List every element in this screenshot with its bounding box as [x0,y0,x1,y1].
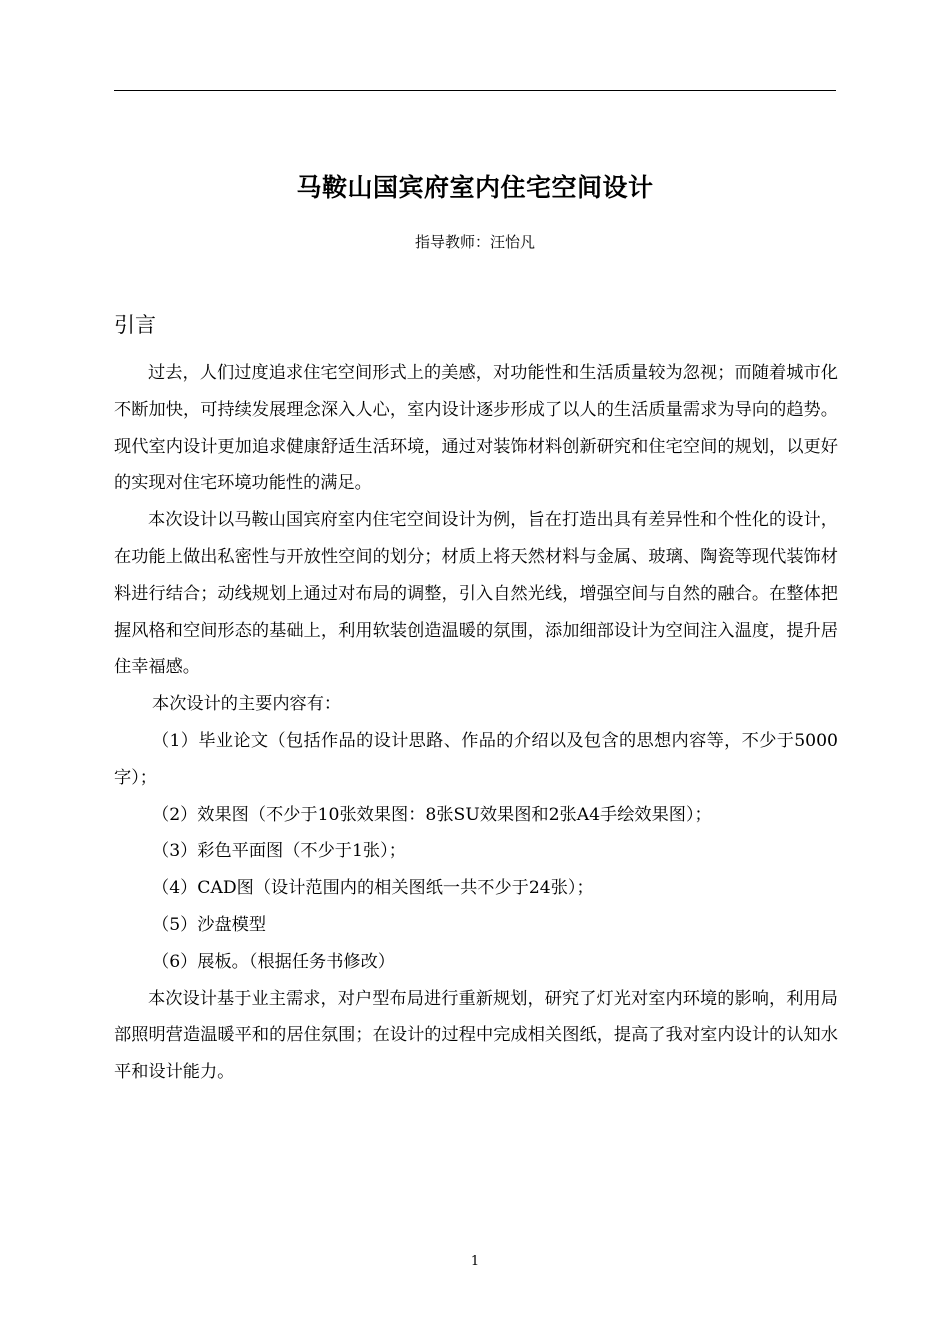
list-item-4: （4）CAD图（设计范围内的相关图纸一共不少于24张）； [152,878,594,899]
list-item-2: （2）效果图（不少于10张效果图：8张SU效果图和2张A4手绘效果图）； [152,804,712,825]
list-item-3: （3）彩色平面图（不少于1张）； [152,841,406,862]
list-item-6: （6）展板。（根据任务书修改） [152,951,395,972]
advisor-line: 指导教师：汪怡凡 [414,233,535,251]
section-heading-introduction: 引言 [114,313,156,337]
document-title: 马鞍山国宾府室内住宅空间设计 [296,173,654,202]
list-item-1: （1）毕业论文（包括作品的设计思路、作品的介绍以及包含的思想内容等，不少于5000字）； [114,730,838,788]
body-text [114,355,838,1091]
list-intro: 本次设计的主要内容有： [152,694,342,715]
paragraph-2: 本次设计以马鞍山国宾府室内住宅空间设计为例，旨在打造出具有差异性和个性化的设计，在功能上做出私密性与开放性空间的划分；材质上将天然材料与金属、玻璃、陶瓷等现代装饰材料进行结合；动线规划上通过对布局的调整，引入自然光线，增强空间与自然的融合。在整体把握风格和空间形态的基础上，利用软装创造温暖的氛围，添加细部设计为空间注入温度，提升居住幸福感。 [114,510,838,678]
page-number: 1 [470,1254,480,1269]
paragraph-1: 过去，人们过度追求住宅空间形式上的美感，对功能性和生活质量较为忽视；而随着城市化不断加快，可持续发展理念深入人心，室内设计逐步形成了以人的生活质量需求为导向的趋势。现代室内设计更加追求健康舒适生活环境，通过对装饰材料创新研究和住宅空间的规划，以更好的实现对住宅环境功能性的满足。 [114,363,838,494]
list-item-5: （5）沙盘模型 [152,914,267,935]
closing-paragraph: 本次设计基于业主需求，对户型布局进行重新规划，研究了灯光对室内环境的影响，利用局部照明营造温暖平和的居住氛围；在设计的过程中完成相关图纸，提高了我对室内设计的认知水平和设计能力。 [114,988,838,1083]
header-rule [114,90,836,91]
